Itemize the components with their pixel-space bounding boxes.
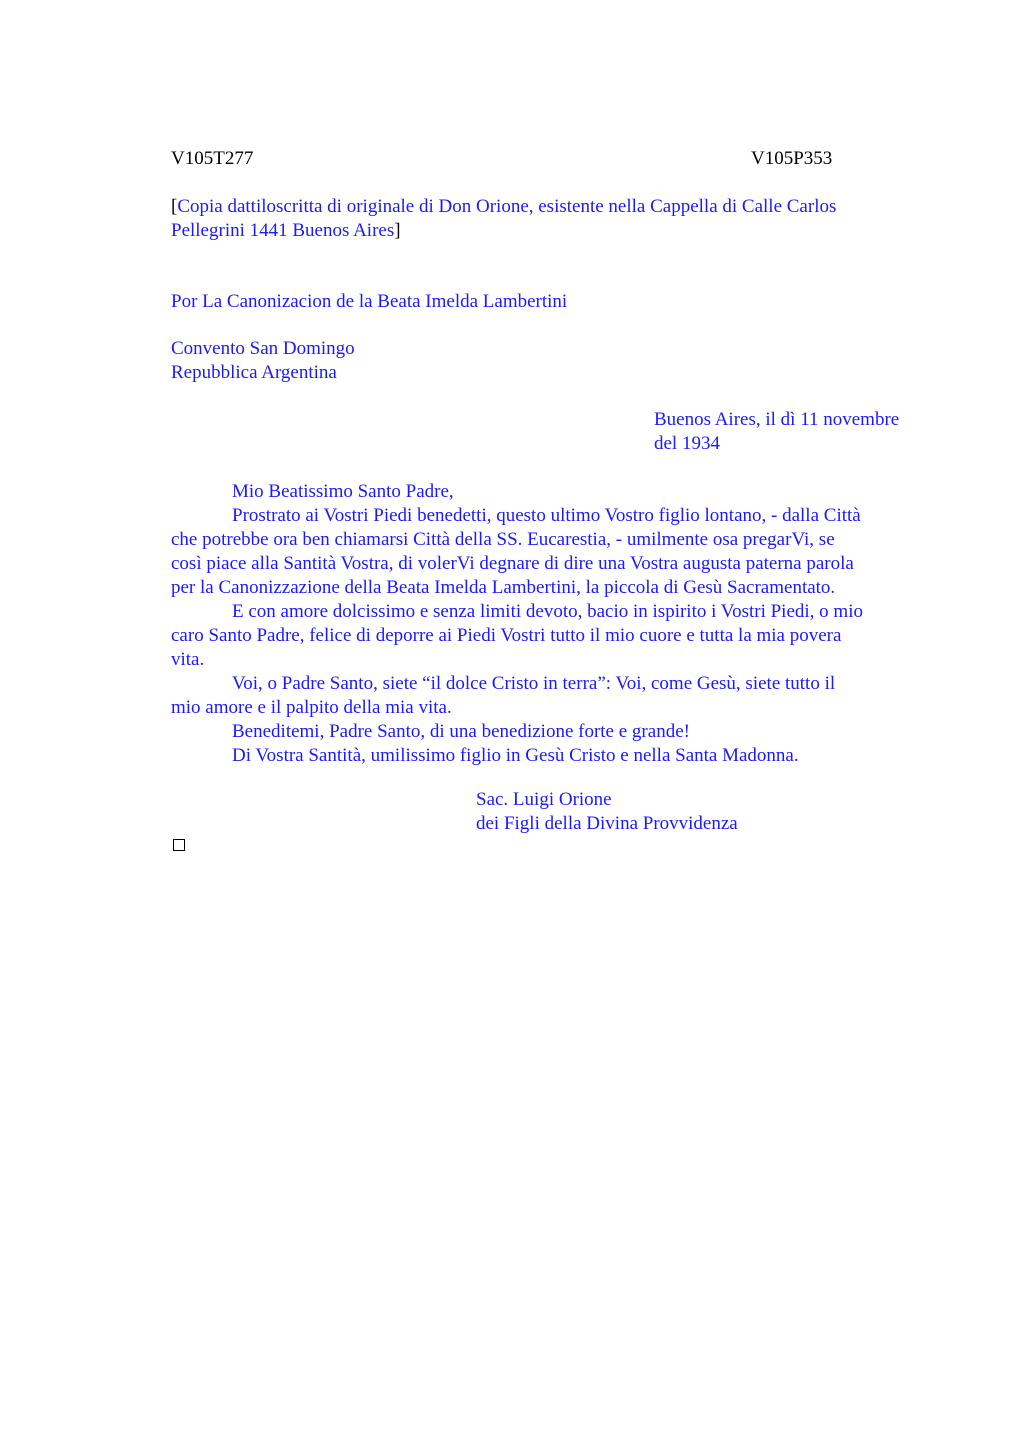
- date-line-2: del 1934: [654, 433, 720, 454]
- letter-body: [171, 480, 931, 768]
- close-bracket: ]: [394, 220, 401, 241]
- signature-title: dei Figli della Divina Provvidenza: [476, 813, 738, 834]
- signature-block: [476, 788, 738, 836]
- paragraph-1-line-2: che potrebbe ora ben chiamarsi Città della SS. Eucarestia, - umilmente osa pregarVi, se: [171, 529, 835, 550]
- open-bracket: [: [171, 196, 178, 217]
- note-line-2: Pellegrini 1441 Buenos Aires: [171, 220, 395, 241]
- note-line-1: Copia dattiloscritta di originale di Don Orione, esistente nella Cappella di Calle Carlos: [177, 196, 837, 217]
- date-block: [654, 408, 899, 456]
- salutation: Mio Beatissimo Santo Padre,: [232, 481, 454, 502]
- address-line-1: Convento San Domingo: [171, 338, 355, 359]
- paragraph-2-line-2: caro Santo Padre, felice di deporre ai Piedi Vostri tutto il mio cuore e tutta la mia povera: [171, 625, 842, 646]
- paragraph-1-line-4: per la Canonizzazione della Beata Imelda Lambertini, la piccola di Gesù Sacramentato.: [171, 577, 836, 598]
- paragraph-4: Beneditemi, Padre Santo, di una benedizione forte e grande!: [232, 721, 690, 742]
- paragraph-3-line-2: mio amore e il palpito della mia vita.: [171, 697, 452, 718]
- paragraph-1-line-3: così piace alla Santità Vostra, di volerVi degnare di dire una Vostra augusta paterna parola: [171, 553, 854, 574]
- paragraph-2-line-1: E con amore dolcissimo e senza limiti devoto, bacio in ispirito i Vostri Piedi, o mio: [232, 601, 863, 622]
- date-line-1: Buenos Aires, il dì 11 novembre: [654, 409, 900, 430]
- paragraph-5: Di Vostra Santità, umilissimo figlio in Gesù Cristo e nella Santa Madonna.: [232, 745, 799, 766]
- address-line-2: Repubblica Argentina: [171, 362, 337, 383]
- signature-name: Sac. Luigi Orione: [476, 789, 612, 810]
- document-code-right: V105P353: [751, 148, 833, 169]
- address-block: [171, 337, 931, 385]
- end-box-icon: [173, 839, 185, 851]
- document-code-left: V105T277: [171, 148, 254, 169]
- editorial-note: [171, 195, 931, 243]
- paragraph-1-line-1: Prostrato ai Vostri Piedi benedetti, questo ultimo Vostro figlio lontano, - dalla Città: [232, 505, 861, 526]
- letter-title: Por La Canonizacion de la Beata Imelda Lambertini: [171, 291, 568, 312]
- paragraph-3-line-1: Voi, o Padre Santo, siete “il dolce Cristo in terra”: Voi, come Gesù, siete tutto il: [232, 673, 836, 694]
- paragraph-2-line-3: vita.: [171, 649, 205, 670]
